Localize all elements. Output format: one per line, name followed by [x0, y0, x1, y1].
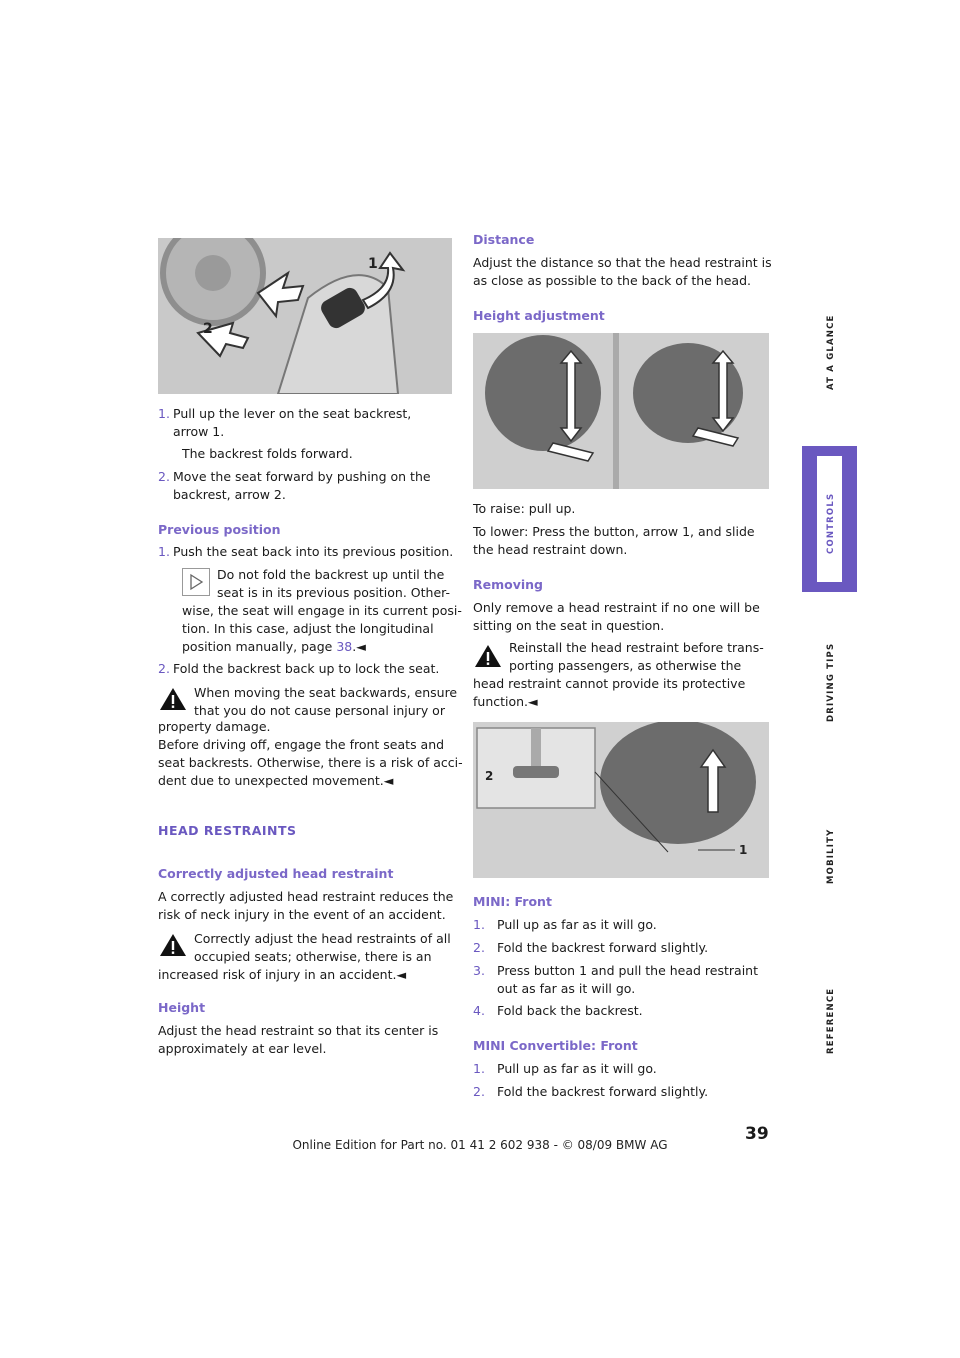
- raise-text: To raise: pull up.: [473, 501, 576, 516]
- head-restraint-illustration: [473, 333, 769, 489]
- step-number: 2.: [158, 469, 170, 484]
- step-text: Pull up as far as it will go.: [497, 917, 657, 932]
- mini-front-step-3: [473, 962, 758, 980]
- step-text: Pull up as far as it will go.: [497, 1061, 657, 1076]
- warning-line: Reinstall the head restraint before trans-: [509, 640, 764, 655]
- mini-front-step-1: [473, 916, 657, 934]
- sidebar-reference[interactable]: REFERENCE: [826, 987, 836, 1054]
- button-label-2: 2: [485, 769, 494, 783]
- step-text: Fold the backrest forward slightly.: [497, 940, 709, 955]
- convertible-step-1: [473, 1060, 657, 1078]
- section-title: HEAD RESTRAINTS: [158, 823, 297, 838]
- page-link-38[interactable]: 38: [336, 639, 353, 654]
- correct-heading: Correctly adjusted head restraint: [158, 866, 394, 881]
- paragraph-line: as close as possible to the back of the head.: [473, 273, 751, 288]
- sidebar-at-a-glance[interactable]: AT A GLANCE: [826, 314, 836, 390]
- step-text: Press button 1 and pull the head restraint: [497, 963, 758, 978]
- note-line: Do not fold the backrest up until the: [217, 567, 445, 582]
- step-2: [158, 468, 458, 504]
- convertible-front-heading: MINI Convertible: Front: [473, 1038, 638, 1053]
- sidebar-driving-tips[interactable]: DRIVING TIPS: [826, 642, 836, 722]
- head-restraint-height-image: [473, 333, 769, 489]
- height-heading: Height: [158, 1000, 206, 1015]
- footer-text: Online Edition for Part no. 01 41 2 602 938 - © 08/09 BMW AG: [292, 1138, 668, 1152]
- previous-position-heading: Previous position: [158, 522, 281, 537]
- warning-line: increased risk of injury in an accident.◄: [158, 967, 407, 982]
- arrow-label-1: 1: [368, 256, 378, 272]
- height-adjustment-heading: Height adjustment: [473, 308, 605, 323]
- step-number: 2.: [473, 1084, 485, 1099]
- arrow-label-2: 2: [203, 321, 213, 337]
- paragraph-line: Adjust the distance so that the head restraint is: [473, 255, 772, 270]
- paragraph-line: A correctly adjusted head restraint reduces the: [158, 889, 454, 904]
- warning-line: function.◄: [473, 694, 538, 709]
- step-number: 1.: [158, 544, 170, 559]
- warning-line: Before driving off, engage the front seats and: [158, 737, 445, 752]
- note-line: seat is in its previous position. Other-: [217, 585, 451, 600]
- step-text: Fold the backrest forward slightly.: [497, 1084, 709, 1099]
- paragraph-line: risk of neck injury in the event of an accident.: [158, 907, 446, 922]
- sidebar-mobility[interactable]: MOBILITY: [826, 828, 836, 884]
- warning-line: seat backrests. Otherwise, there is a risk of acci-: [158, 755, 463, 770]
- step-number: 2.: [473, 940, 485, 955]
- head-restraint-removal-image: [473, 722, 769, 878]
- paragraph-line: approximately at ear level.: [158, 1041, 327, 1056]
- seat-backrest-image: [158, 238, 452, 394]
- sidebar-controls[interactable]: CONTROLS: [826, 492, 836, 554]
- paragraph-line: Only remove a head restraint if no one will be: [473, 600, 760, 615]
- step-text: Move the seat forward by pushing on the backrest, arrow 2.: [173, 469, 431, 502]
- note-text: position manually, page: [182, 639, 337, 654]
- lower-text: To lower: Press the button, arrow 1, and slide: [473, 524, 755, 539]
- step-text: Push the seat back into its previous position.: [173, 544, 454, 559]
- warning-line: porting passengers, as otherwise the: [509, 658, 742, 673]
- step-number: 2.: [158, 661, 170, 676]
- mini-front-step-4: [473, 1002, 643, 1020]
- warning-line: Correctly adjust the head restraints of all: [194, 931, 451, 946]
- note-icon: [182, 568, 210, 596]
- step-number: 4.: [473, 1003, 485, 1018]
- removing-heading: Removing: [473, 577, 543, 592]
- mini-front-heading: MINI: Front: [473, 894, 552, 909]
- lower-text: the head restraint down.: [473, 542, 628, 557]
- warning-line: head restraint cannot provide its protective: [473, 676, 746, 691]
- mini-front-step-2: [473, 939, 708, 957]
- step-number: 1.: [158, 406, 170, 421]
- step-number: 3.: [473, 963, 485, 978]
- warning-line: that you do not cause personal injury or: [194, 703, 445, 718]
- step-1: [158, 405, 458, 441]
- paragraph-line: Adjust the head restraint so that its center is: [158, 1023, 439, 1038]
- end-mark: .◄: [352, 639, 366, 654]
- removal-illustration: [473, 722, 769, 878]
- prev-step-2: [158, 660, 458, 678]
- distance-heading: Distance: [473, 232, 535, 247]
- warning-line: dent due to unexpected movement.◄: [158, 773, 394, 788]
- button-label-1: 1: [739, 843, 748, 857]
- step-1-sub: The backrest folds forward.: [182, 446, 353, 461]
- warning-line: occupied seats; otherwise, there is an: [194, 949, 432, 964]
- mini-front-step-3-cont: out as far as it will go.: [497, 981, 636, 996]
- warning-line: property damage.: [158, 719, 271, 734]
- warning-icon: [158, 686, 188, 712]
- step-text: Fold back the backrest.: [497, 1003, 643, 1018]
- warning-icon: [158, 932, 188, 958]
- step-number: 1.: [473, 917, 485, 932]
- note-line: tion. In this case, adjust the longitudinal: [182, 621, 434, 636]
- warning-icon: [473, 643, 503, 669]
- convertible-step-2: [473, 1083, 708, 1101]
- paragraph-line: sitting on the seat in question.: [473, 618, 665, 633]
- step-text: Pull up the lever on the seat backrest, arrow 1.: [173, 406, 412, 439]
- warning-line: When moving the seat backwards, ensure: [194, 685, 458, 700]
- step-number: 1.: [473, 1061, 485, 1076]
- step-text: Fold the backrest back up to lock the seat.: [173, 661, 440, 676]
- prev-step-1: [158, 543, 458, 561]
- page-number: 39: [745, 1124, 769, 1144]
- seat-illustration: [158, 238, 452, 394]
- note-line: wise, the seat will engage in its current posi-: [182, 603, 462, 618]
- note-line: [182, 638, 366, 656]
